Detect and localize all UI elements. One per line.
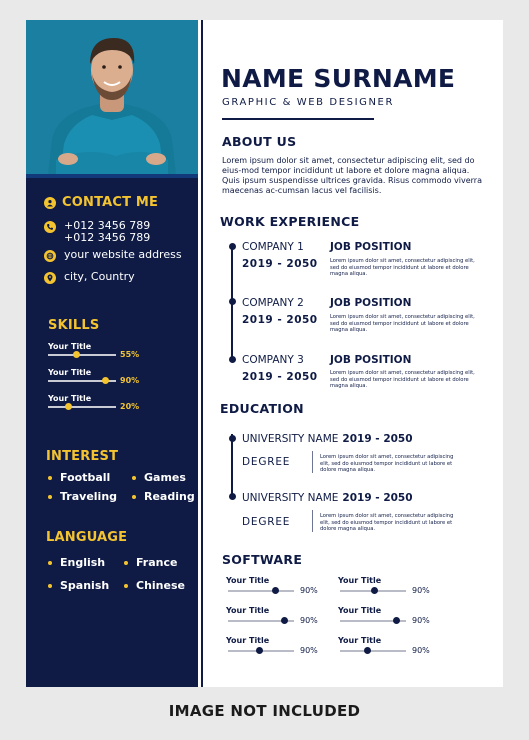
job-role: GRAPHIC & WEB DESIGNER bbox=[222, 97, 395, 108]
user-icon bbox=[44, 197, 56, 209]
phone-number-2: +012 3456 789 bbox=[64, 231, 151, 244]
education-description: Lorem ipsum dolor sit amet, consectetur adipiscing elit, sed do eiusmod tempor incididunt ut labore et dolore magna aliqua. bbox=[320, 513, 454, 533]
skill-slider bbox=[48, 380, 116, 382]
software-slider bbox=[340, 620, 406, 622]
language-item: Chinese bbox=[124, 579, 185, 592]
education-description: Lorem ipsum dolor sit amet, consectetur adipiscing elit, sed do eiusmod tempor incididunt ut labore et dolore magna aliqua. bbox=[320, 454, 454, 474]
university-name: UNIVERSITY NAME bbox=[242, 492, 339, 504]
bullet-icon bbox=[48, 561, 52, 565]
software-title: Your Title bbox=[226, 606, 270, 615]
software-title: Your Title bbox=[338, 606, 382, 615]
software-slider bbox=[340, 590, 406, 592]
education-years: 2019 - 2050 bbox=[342, 492, 413, 504]
skill-slider bbox=[48, 406, 116, 408]
education-years: 2019 - 2050 bbox=[342, 433, 413, 445]
software-item bbox=[338, 576, 438, 595]
education-timeline bbox=[231, 434, 233, 498]
contact-location bbox=[44, 271, 135, 284]
software-heading: SOFTWARE bbox=[222, 552, 303, 567]
bullet-icon bbox=[48, 584, 52, 588]
skill-title: Your Title bbox=[48, 342, 92, 351]
timeline-dot bbox=[229, 435, 236, 442]
software-slider-knob bbox=[272, 587, 279, 594]
software-slider bbox=[340, 650, 406, 652]
software-percent: 90% bbox=[412, 586, 430, 595]
software-item bbox=[338, 636, 438, 655]
timeline-dot bbox=[229, 243, 236, 250]
software-percent: 90% bbox=[300, 586, 318, 595]
software-percent: 90% bbox=[412, 616, 430, 625]
university-name: UNIVERSITY NAME bbox=[242, 433, 339, 445]
globe-icon bbox=[44, 250, 56, 262]
interest-item: Games bbox=[132, 471, 186, 484]
degree-label: DEGREE bbox=[242, 456, 291, 468]
job-description: Lorem ipsum dolor sit amet, consectetur adipiscing elit, sed do eiusmod tempor incididunt ut labore et dolore magna aliqua. bbox=[330, 258, 475, 278]
software-slider bbox=[228, 620, 294, 622]
contact-heading-text: CONTACT ME bbox=[62, 195, 159, 210]
skill-item bbox=[48, 368, 188, 385]
bullet-icon bbox=[124, 584, 128, 588]
job-description: Lorem ipsum dolor sit amet, consectetur adipiscing elit, sed do eiusmod tempor incididunt ut labore et dolore magna aliqua. bbox=[330, 370, 475, 390]
website-address: your website address bbox=[64, 248, 182, 261]
map-pin-icon bbox=[44, 272, 56, 284]
software-title: Your Title bbox=[226, 636, 270, 645]
interest-heading: INTEREST bbox=[46, 449, 119, 464]
column-divider bbox=[201, 20, 203, 687]
work-years: 2019 - 2050 bbox=[242, 314, 318, 326]
software-slider-knob bbox=[281, 617, 288, 624]
location-text: city, Country bbox=[64, 270, 135, 283]
interest-item: Reading bbox=[132, 490, 195, 503]
software-item bbox=[338, 606, 438, 625]
degree-separator bbox=[312, 451, 313, 473]
timeline-dot bbox=[229, 298, 236, 305]
skill-title: Your Title bbox=[48, 394, 92, 403]
software-slider bbox=[228, 590, 294, 592]
software-percent: 90% bbox=[300, 616, 318, 625]
software-title: Your Title bbox=[338, 576, 382, 585]
job-position: JOB POSITION bbox=[330, 354, 412, 366]
language-item: Spanish bbox=[48, 579, 109, 592]
skill-title: Your Title bbox=[48, 368, 92, 377]
bullet-icon bbox=[132, 476, 136, 480]
job-position: JOB POSITION bbox=[330, 241, 412, 253]
language-item: France bbox=[124, 556, 177, 569]
timeline-dot bbox=[229, 356, 236, 363]
work-years: 2019 - 2050 bbox=[242, 371, 318, 383]
contact-phone[interactable] bbox=[44, 220, 150, 244]
software-title: Your Title bbox=[338, 636, 382, 645]
university-row bbox=[242, 433, 413, 445]
contact-website[interactable] bbox=[44, 249, 182, 262]
company-name: COMPANY 3 bbox=[242, 354, 304, 366]
software-item bbox=[226, 636, 326, 655]
skill-item bbox=[48, 394, 188, 411]
contact-heading bbox=[44, 195, 158, 210]
interest-item: Football bbox=[48, 471, 110, 484]
skills-heading: SKILLS bbox=[48, 318, 100, 333]
full-name: NAME SURNAME bbox=[221, 64, 456, 93]
software-item bbox=[226, 606, 326, 625]
skill-slider bbox=[48, 354, 116, 356]
resume-page bbox=[26, 20, 503, 687]
phone-icon bbox=[44, 221, 56, 233]
software-item bbox=[226, 576, 326, 595]
interest-item: Traveling bbox=[48, 490, 117, 503]
work-years: 2019 - 2050 bbox=[242, 258, 318, 270]
software-percent: 90% bbox=[412, 646, 430, 655]
company-name: COMPANY 2 bbox=[242, 297, 304, 309]
skill-percent: 20% bbox=[120, 402, 140, 411]
role-underline bbox=[222, 118, 374, 120]
education-heading: EDUCATION bbox=[220, 401, 304, 416]
bullet-icon bbox=[48, 476, 52, 480]
software-slider bbox=[228, 650, 294, 652]
work-heading: WORK EXPERIENCE bbox=[220, 214, 360, 229]
skill-percent: 55% bbox=[120, 350, 140, 359]
company-name: COMPANY 1 bbox=[242, 241, 304, 253]
language-heading: LANGUAGE bbox=[46, 530, 128, 545]
software-percent: 90% bbox=[300, 646, 318, 655]
software-slider-knob bbox=[364, 647, 371, 654]
bullet-icon bbox=[132, 495, 136, 499]
bullet-icon bbox=[48, 495, 52, 499]
bullet-icon bbox=[124, 561, 128, 565]
photo-underline bbox=[26, 174, 198, 178]
software-title: Your Title bbox=[226, 576, 270, 585]
phone-number-1: +012 3456 789 bbox=[64, 219, 151, 232]
university-row bbox=[242, 492, 413, 504]
language-item: English bbox=[48, 556, 105, 569]
timeline-dot bbox=[229, 493, 236, 500]
software-slider-knob bbox=[393, 617, 400, 624]
about-heading: ABOUT US bbox=[222, 134, 297, 149]
about-text: Lorem ipsum dolor sit amet, consectetur adipiscing elit, sed do eius-mod tempor incididunt ut labore et dolore magna aliqua. Quis ipsum suspendisse ultrices gravida. Risus commodo viverra maecenas ac-cumsan lacus vel facilisis. bbox=[222, 156, 482, 195]
job-position: JOB POSITION bbox=[330, 297, 412, 309]
image-not-included-caption: IMAGE NOT INCLUDED bbox=[168, 702, 361, 720]
degree-separator bbox=[312, 510, 313, 532]
software-slider-knob bbox=[371, 587, 378, 594]
profile-photo bbox=[26, 20, 198, 174]
job-description: Lorem ipsum dolor sit amet, consectetur adipiscing elit, sed do eiusmod tempor incididunt ut labore et dolore magna aliqua. bbox=[330, 314, 475, 334]
degree-label: DEGREE bbox=[242, 516, 291, 528]
skill-item bbox=[48, 342, 188, 359]
skill-percent: 90% bbox=[120, 376, 140, 385]
software-slider-knob bbox=[256, 647, 263, 654]
